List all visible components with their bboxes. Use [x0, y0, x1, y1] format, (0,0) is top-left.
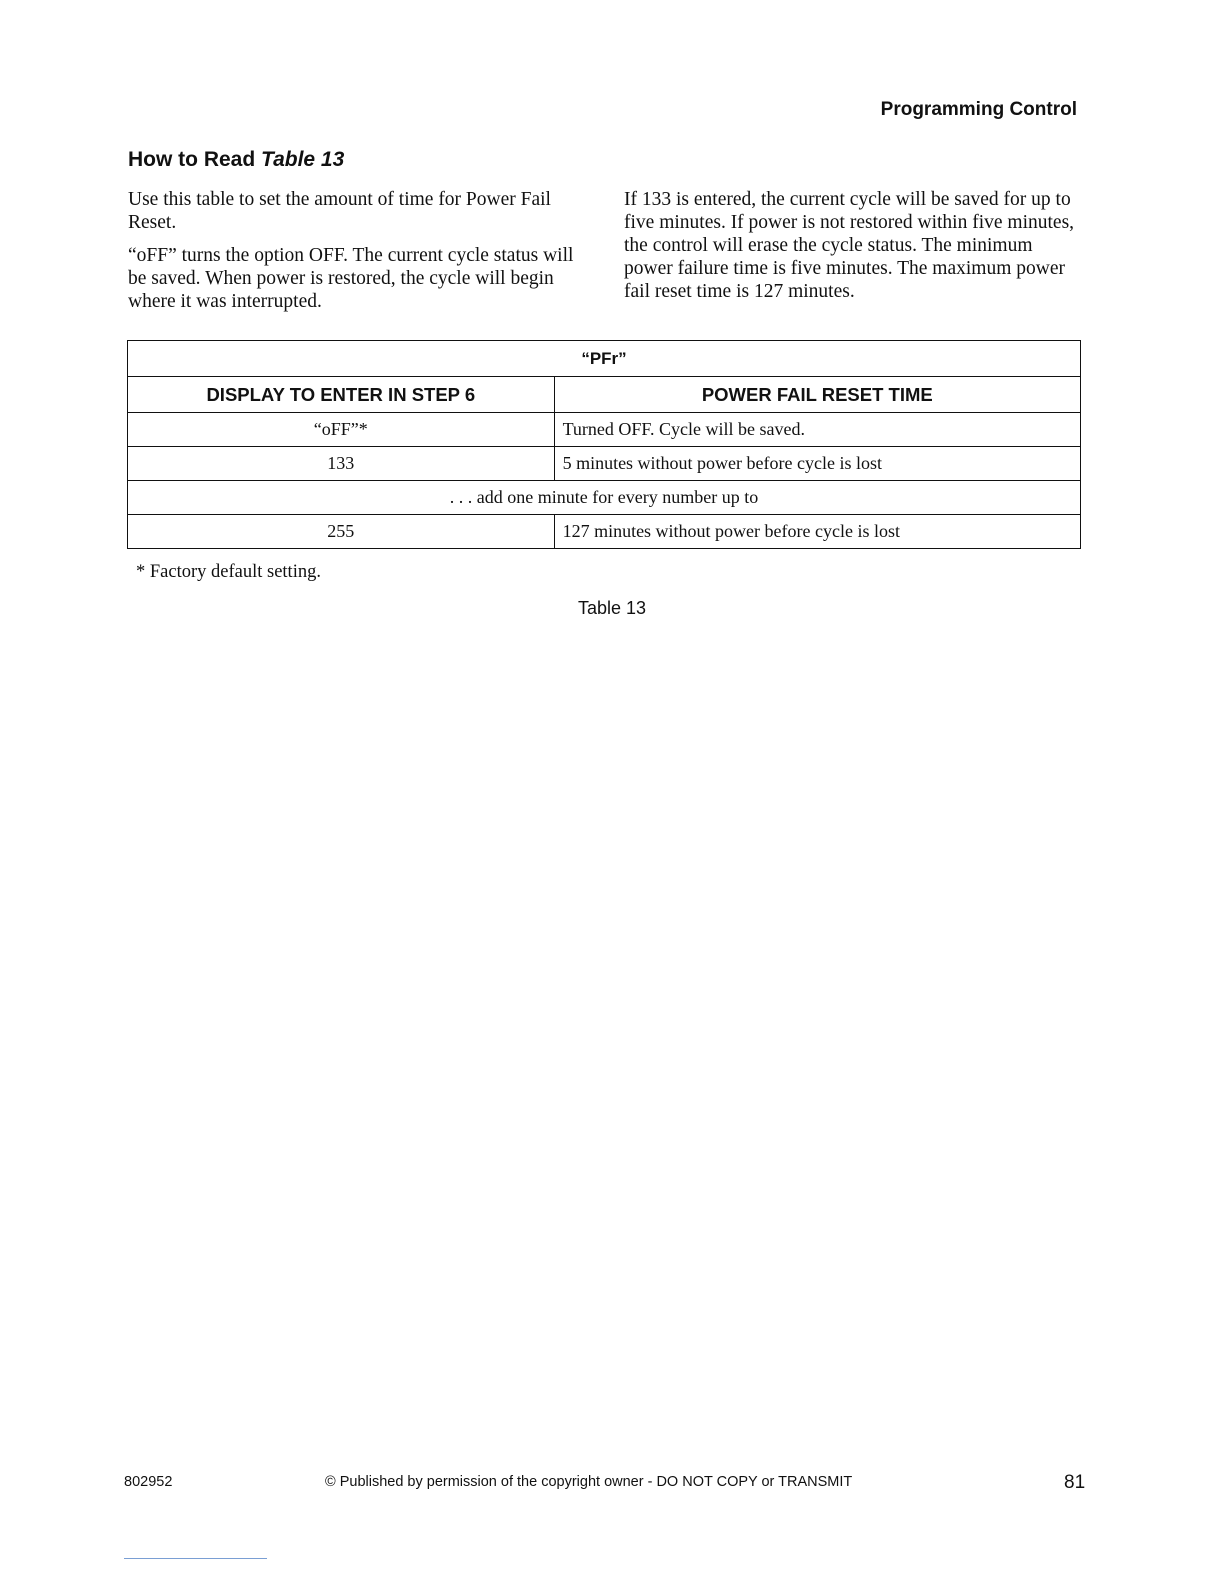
- paragraph: Use this table to set the amount of time for Power Fail Reset.: [128, 189, 551, 233]
- column-header-time: POWER FAIL RESET TIME: [554, 377, 1080, 413]
- display-cell: “oFF”*: [128, 413, 555, 447]
- time-cell: 127 minutes without power before cycle is lost: [554, 515, 1080, 549]
- right-column: [624, 188, 1084, 313]
- paragraph: “oFF” turns the option OFF. The current cycle status will be saved. When power is restored, the cycle will begin where it was interrupted.: [128, 245, 574, 312]
- left-column: [128, 188, 583, 323]
- display-cell: 133: [128, 447, 555, 481]
- table-row: [128, 447, 1081, 481]
- section-title: Programming Control: [880, 99, 1077, 120]
- doc-number: 802952: [124, 1474, 173, 1490]
- table-title: “PFr”: [128, 341, 1081, 377]
- time-cell: Turned OFF. Cycle will be saved.: [554, 413, 1080, 447]
- page-heading: [128, 148, 344, 172]
- span-cell: . . . add one minute for every number up to: [128, 481, 1081, 515]
- table-title-row: [128, 341, 1081, 377]
- table-header-row: [128, 377, 1081, 413]
- table-caption: Table 13: [577, 598, 647, 618]
- table-row: [128, 515, 1081, 549]
- heading-table-ref: Table 13: [261, 148, 345, 171]
- column-header-display: DISPLAY TO ENTER IN STEP 6: [128, 377, 555, 413]
- page-number: 81: [1064, 1472, 1086, 1493]
- table-row: [128, 481, 1081, 515]
- table-footnote: * Factory default setting.: [136, 562, 321, 582]
- bottom-rule: [124, 1558, 267, 1559]
- copyright-notice: © Published by permission of the copyright owner - DO NOT COPY or TRANSMIT: [325, 1474, 853, 1490]
- power-fail-reset-table: [127, 340, 1081, 549]
- heading-prefix: How to Read: [128, 148, 262, 171]
- paragraph: If 133 is entered, the current cycle will be saved for up to five minutes. If power is not restored within five minutes, the control will erase the cycle status. The minimum power failure time is five minutes. The maximum power fail reset time is 127 minutes.: [624, 189, 1075, 302]
- time-cell: 5 minutes without power before cycle is lost: [554, 447, 1080, 481]
- display-cell: 255: [128, 515, 555, 549]
- table-row: [128, 413, 1081, 447]
